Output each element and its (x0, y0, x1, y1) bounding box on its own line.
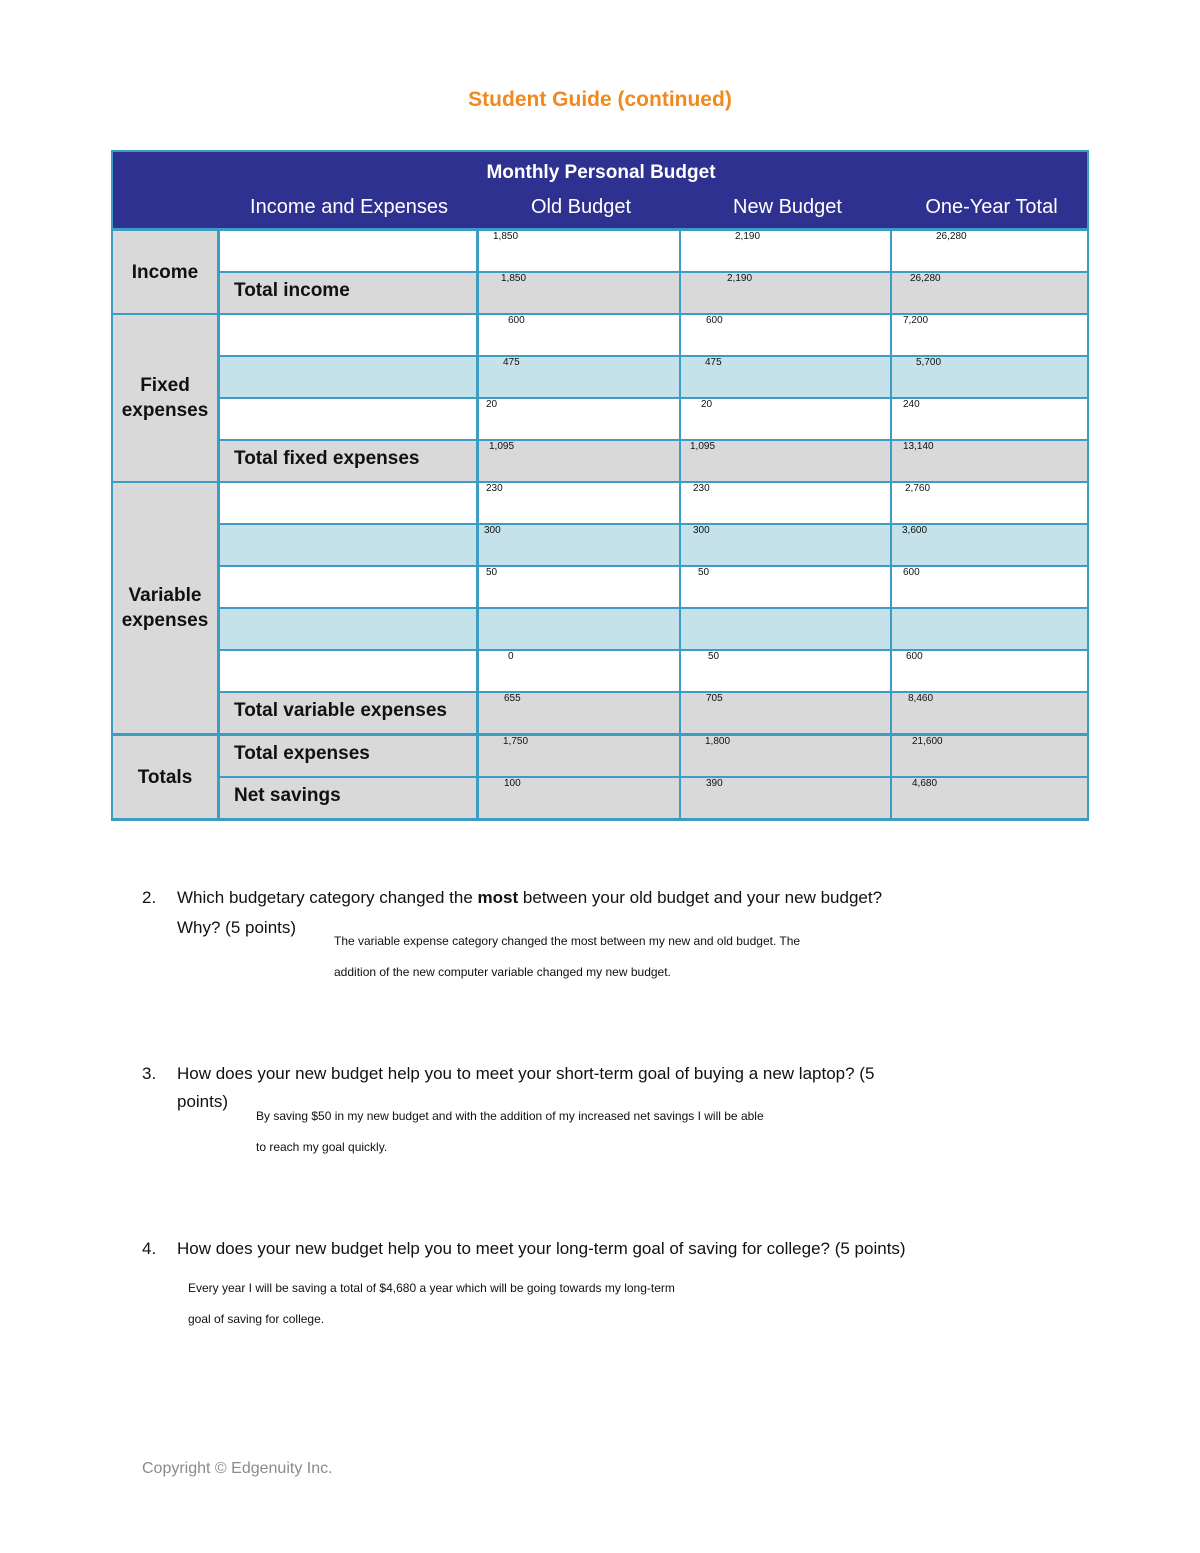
cell-value: 2,760 (905, 483, 931, 494)
question-text-line2: points) (177, 1092, 229, 1111)
cell-value: 600 (706, 315, 723, 326)
value-cell[interactable] (681, 357, 890, 397)
row-label (220, 651, 476, 691)
cell-value: 5,700 (916, 357, 942, 368)
row-label: Total expenses (220, 736, 476, 776)
value-cell[interactable] (479, 357, 679, 397)
row-label (220, 609, 476, 649)
table-title: Monthly Personal Budget (486, 162, 716, 183)
question-number: 2. (142, 888, 157, 907)
answer-3 (256, 1101, 764, 1163)
cell-value: 100 (504, 778, 521, 789)
cell-value: 26,280 (910, 273, 941, 284)
question-number: 4. (142, 1239, 157, 1258)
question-4 (142, 1234, 1102, 1266)
answer-line: By saving $50 in my new budget and with the addition of my increased net savings I will be able (256, 1109, 764, 1123)
value-cell[interactable] (479, 231, 679, 271)
value-cell[interactable] (479, 441, 679, 481)
value-cell[interactable] (892, 651, 1087, 691)
cell-value: 20 (486, 399, 498, 410)
row-label (220, 399, 476, 439)
cell-value: 240 (903, 399, 920, 410)
cell-value: 50 (486, 567, 498, 578)
question-text: Which budgetary category changed the most between your old budget and your new budget? (177, 888, 883, 907)
answer-line: to reach my goal quickly. (256, 1140, 388, 1154)
value-cell[interactable] (479, 483, 679, 523)
value-cell[interactable] (681, 315, 890, 355)
cell-value: 1,095 (489, 441, 515, 452)
cell-value: 600 (903, 567, 920, 578)
value-cell[interactable] (681, 231, 890, 271)
column-header: Old Budget (530, 196, 632, 218)
answer-2 (334, 926, 800, 988)
value-cell[interactable] (479, 609, 679, 649)
answer-line: goal of saving for college. (188, 1312, 325, 1326)
row-label: Total variable expenses (220, 693, 476, 733)
value-cell[interactable] (892, 609, 1087, 649)
cell-value: 230 (486, 483, 503, 494)
cell-value: 1,750 (503, 736, 529, 747)
value-cell[interactable] (681, 441, 890, 481)
column-header: One-Year Total (925, 196, 1058, 218)
value-cell[interactable] (892, 357, 1087, 397)
question-text: How does your new budget help you to meet your short-term goal of buying a new laptop? (5 (177, 1064, 875, 1083)
value-cell[interactable] (479, 399, 679, 439)
cell-value: 300 (693, 525, 710, 536)
cell-value: 0 (508, 651, 514, 662)
value-cell[interactable] (479, 778, 679, 818)
cell-value: 1,800 (705, 736, 731, 747)
cell-value: 13,140 (903, 441, 934, 452)
cell-value: 3,600 (902, 525, 928, 536)
row-label (220, 357, 476, 397)
row-label (220, 483, 476, 523)
cell-value: 705 (706, 693, 723, 704)
value-cell[interactable] (479, 525, 679, 565)
value-cell[interactable] (892, 525, 1087, 565)
category-totals: Totals (113, 736, 217, 818)
row-label: Net savings (220, 778, 476, 818)
value-cell[interactable] (479, 693, 679, 733)
question-text-line2: Why? (5 points) (177, 918, 297, 937)
cell-value: 655 (504, 693, 521, 704)
answer-line: The variable expense category changed the most between my new and old budget. The (334, 934, 801, 948)
cell-value: 4,680 (912, 778, 938, 789)
row-label: Total income (220, 273, 476, 313)
cell-value: 475 (503, 357, 520, 368)
column-header: New Budget (733, 196, 842, 218)
value-cell[interactable] (892, 693, 1087, 733)
cell-value: 390 (706, 778, 723, 789)
value-cell[interactable] (892, 483, 1087, 523)
value-cell[interactable] (681, 483, 890, 523)
question-text: How does your new budget help you to meet your long-term goal of saving for college? (5 points) (177, 1239, 906, 1258)
question-number: 3. (142, 1064, 157, 1083)
answer-line: Every year I will be saving a total of $4,680 a year which will be going towards my long-term (188, 1281, 675, 1295)
cell-value: 8,460 (908, 693, 934, 704)
value-cell[interactable] (681, 778, 890, 818)
value-cell[interactable] (681, 567, 890, 607)
value-cell[interactable] (892, 231, 1087, 271)
value-cell[interactable] (892, 567, 1087, 607)
cell-value: 1,095 (690, 441, 716, 452)
value-cell[interactable] (681, 693, 890, 733)
value-cell[interactable] (681, 651, 890, 691)
cell-value: 2,190 (727, 273, 753, 284)
cell-value: 475 (705, 357, 722, 368)
cell-value: 20 (701, 399, 713, 410)
row-label (220, 315, 476, 355)
value-cell[interactable] (892, 778, 1087, 818)
row-label (220, 525, 476, 565)
cell-value: 230 (693, 483, 710, 494)
row-label (220, 567, 476, 607)
category-fixed-expenses: Fixed expenses (113, 315, 217, 481)
value-cell[interactable] (892, 399, 1087, 439)
row-label (220, 231, 476, 271)
value-cell[interactable] (681, 525, 890, 565)
cell-value: 26,280 (936, 231, 967, 242)
answer-line: addition of the new computer variable changed my new budget. (334, 965, 671, 979)
value-cell[interactable] (479, 315, 679, 355)
value-cell[interactable] (479, 273, 679, 313)
value-cell[interactable] (479, 567, 679, 607)
cell-value: 50 (698, 567, 710, 578)
value-cell[interactable] (892, 315, 1087, 355)
cell-value: 1,850 (501, 273, 527, 284)
cell-value: 50 (708, 651, 720, 662)
cell-value: 300 (484, 525, 501, 536)
value-cell[interactable] (681, 736, 890, 776)
value-cell[interactable] (892, 736, 1087, 776)
value-cell[interactable] (892, 441, 1087, 481)
category-variable-expenses: Variable expenses (113, 483, 217, 733)
cell-value: 7,200 (903, 315, 929, 326)
value-cell[interactable] (479, 651, 679, 691)
category-income: Income (113, 231, 217, 313)
value-cell[interactable] (681, 273, 890, 313)
cell-value: 600 (906, 651, 923, 662)
cell-value: 2,190 (735, 231, 761, 242)
value-cell[interactable] (892, 273, 1087, 313)
page-title: Student Guide (continued) (468, 88, 732, 111)
cell-value: 1,850 (493, 231, 519, 242)
cell-value: 21,600 (912, 736, 943, 747)
cell-value: 600 (508, 315, 525, 326)
answer-4 (188, 1273, 675, 1335)
table-header (113, 152, 1087, 228)
column-header: Income and Expenses (250, 196, 448, 218)
budget-table (111, 150, 1089, 821)
value-cell[interactable] (681, 399, 890, 439)
row-label: Total fixed expenses (220, 441, 476, 481)
copyright-footer: Copyright © Edgenuity Inc. (142, 1460, 333, 1477)
value-cell[interactable] (681, 609, 890, 649)
value-cell[interactable] (479, 736, 679, 776)
